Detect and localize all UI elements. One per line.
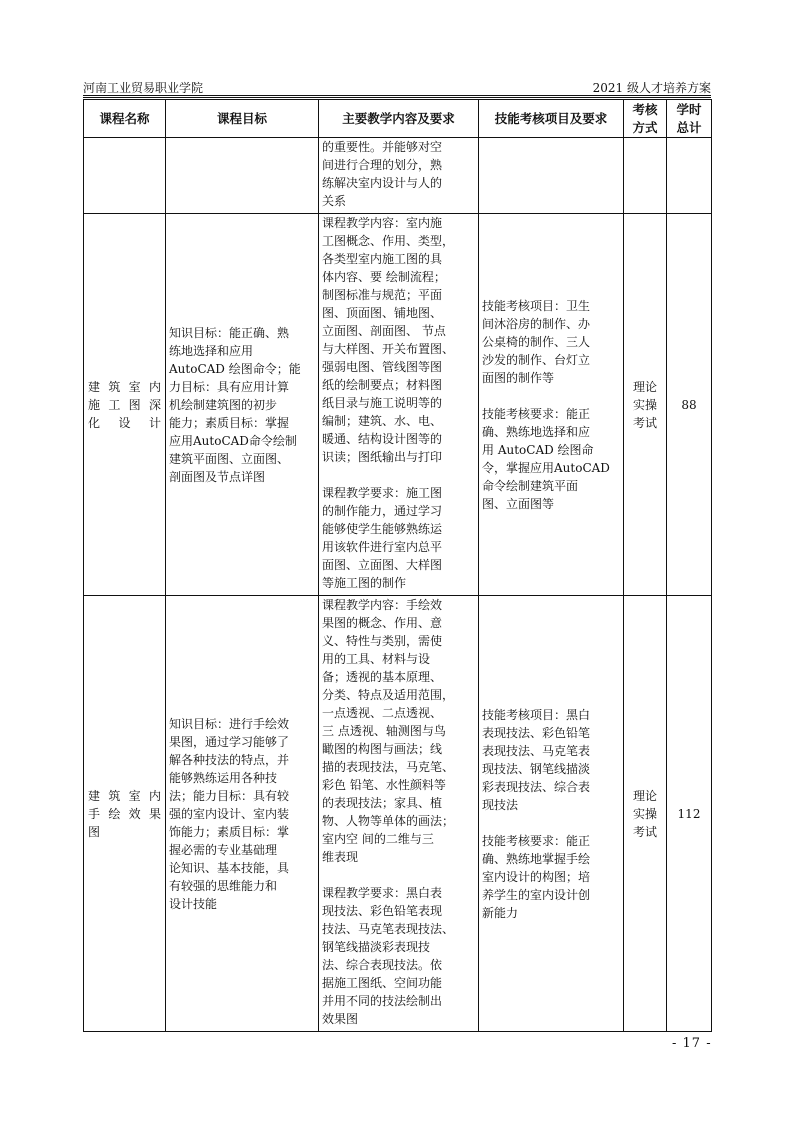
header-exam-method: 考核 方式	[624, 100, 667, 138]
course-content-cell	[319, 596, 479, 1032]
total-hours: 88	[667, 214, 712, 596]
course-goal: 知识目标：能正确、熟 练地选择和应用 AutoCAD 绘图命令；能 力目标：具有应用计算 机绘制建筑图的初步 能力；素质目标：掌握 应用AutoCAD命令绘制 建筑平面图、立面图、 剖面图及节点详图	[166, 214, 319, 596]
table-row-continuation	[84, 138, 712, 214]
exam-method: 理论 实操 考试	[624, 596, 667, 1032]
skill-items: 技能考核项目：卫生 间沐浴房的制作、办 公桌椅的制作、三人 沙发的制作、台灯立 面图的制作等	[482, 298, 591, 385]
cell-empty	[667, 138, 712, 214]
teaching-content: 课程教学内容：手绘效 果图的概念、作用、意 义、特性与类别，需使 用的工具、材料与设 备；透视的基本原理、 分类、特点及适用范围， 一点透视、二点透视、 三 点透视、轴测图与鸟 瞰图的构图与画法；线 描的表现技法，马克笔、 彩色 铅笔、水性颜料等 的表现技法；家具、植 物、人物等单体的画法； 室内空 间的二维与三 维表现	[322, 598, 455, 864]
curriculum-table	[83, 99, 712, 1032]
skill-requirement: 技能考核要求：能正 确、熟练地掌握手绘 室内设计的构图；培 养学生的室内设计创 新能力	[482, 833, 591, 920]
table-row	[84, 596, 712, 1032]
header-rule-bottom	[83, 97, 711, 98]
page-header	[83, 77, 711, 97]
header-plan-title: 2021 级人才培养方案	[592, 81, 711, 95]
header-course-name: 课程名称	[84, 100, 166, 138]
continuation-text: 的重要性。并能够对空 间进行合理的划分，熟 练解决室内设计与人的 关系	[319, 138, 479, 214]
course-name: 建筑室内 施工图深 化设计	[84, 214, 166, 596]
table-row	[84, 214, 712, 596]
header-school-name: 河南工业贸易职业学院	[83, 81, 204, 95]
course-content-cell	[319, 214, 479, 596]
header-skill-assessment: 技能考核项目及要求	[479, 100, 624, 138]
skill-requirement: 技能考核要求：能正 确、熟练地选择和应 用 AutoCAD 绘图命 令，掌握应用AutoCAD 命令绘制建筑平面 图、立面图等	[482, 406, 610, 511]
cell-empty	[84, 138, 166, 214]
cell-empty	[479, 138, 624, 214]
page-number: - 17 -	[672, 1036, 712, 1051]
skill-cell	[479, 596, 624, 1032]
header-total-hours: 学时 总计	[667, 100, 712, 138]
cell-empty	[166, 138, 319, 214]
teaching-content: 课程教学内容：室内施 工图概念、作用、类型， 各类型室内施工图的具 体内容、要 绘制流程； 制图标准与规范；平面 图、顶面图、铺地图、 立面图、剖面图、 节点 与大样图、开关布置图、 强弱电图、管线图等图 纸的绘制要点；材料图 纸目录与施工说明等的 编制；建筑、水、电、 暖通、结构设计图等的 识读；图纸输出与打印	[322, 216, 455, 464]
table-header-row	[84, 100, 712, 138]
cell-empty	[624, 138, 667, 214]
teaching-requirement: 课程教学要求：黑白表 现技法、彩色铅笔表现 技法、马克笔表现技法、 钢笔线描淡彩表现技 法、综合表现技法。依 据施工图纸、空间功能 并用不同的技法绘制出 效果图	[322, 886, 455, 1026]
exam-method: 理论 实操 考试	[624, 214, 667, 596]
header-course-goal: 课程目标	[166, 100, 319, 138]
skill-cell	[479, 214, 624, 596]
header-rule-top	[83, 95, 711, 96]
skill-items: 技能考核项目：黑白 表现技法、彩色铅笔 表现技法、马克笔表 现技法、钢笔线描淡 彩表现技法、综合表 现技法	[482, 707, 591, 812]
teaching-requirement: 课程教学要求：施工图 的制作能力，通过学习 能够使学生能够熟练运 用该软件进行室内总平 面图、立面图、大样图 等施工图的制作	[322, 486, 443, 590]
header-main-content: 主要教学内容及要求	[319, 100, 479, 138]
total-hours: 112	[667, 596, 712, 1032]
course-name: 建筑室内 手绘效果 图	[84, 596, 166, 1032]
course-goal: 知识目标：进行手绘效 果图，通过学习能够了 解各种技法的特点，并 能够熟练运用各种技 法；能力目标：具有较 强的室内设计、室内装 饰能力；素质目标：掌 握必需的专业基础理 论知识、基本技能，具 有较强的思维能力和 设计技能	[166, 596, 319, 1032]
